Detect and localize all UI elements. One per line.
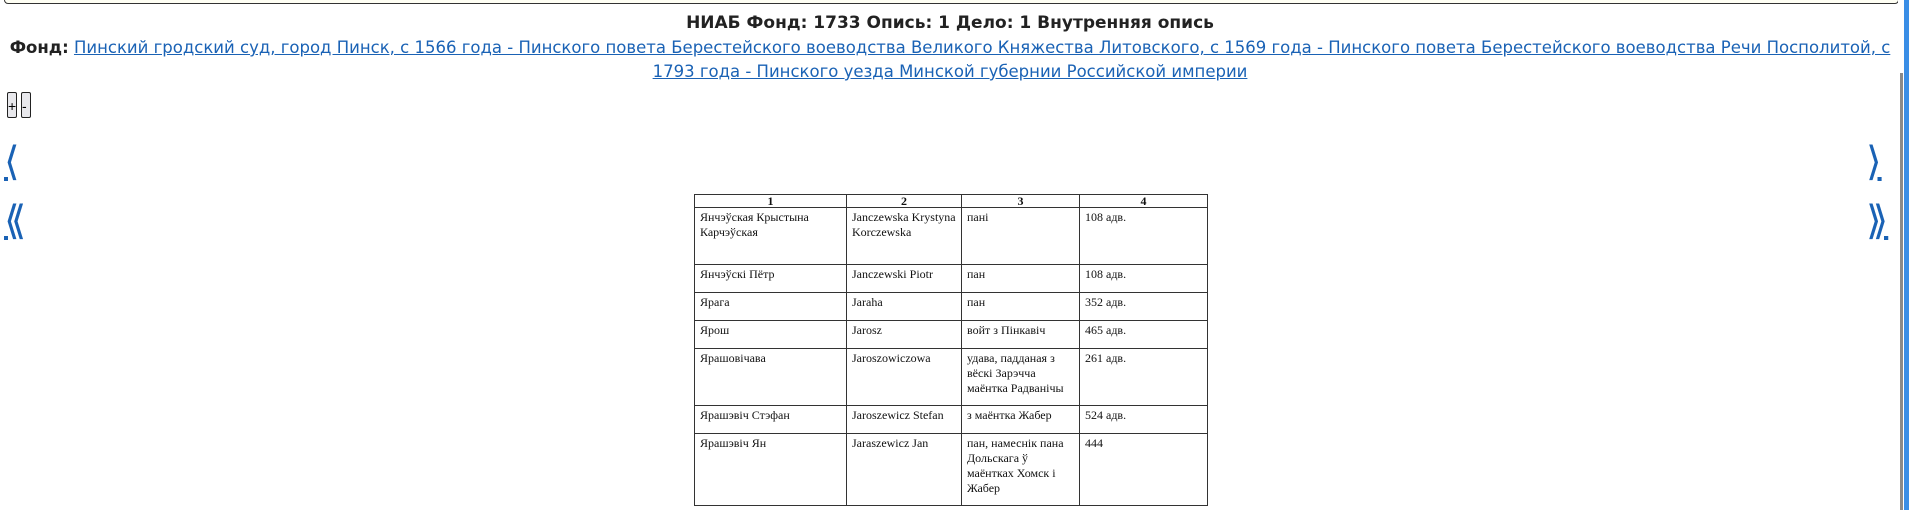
cell: Ярашэвіч Ян [695,434,847,506]
cell: пан [962,265,1080,293]
table-header-row [695,195,1208,208]
cell: Jaroszowiczowa [847,349,962,406]
inventory-table [694,194,1208,506]
cell: Jaraszewicz Jan [847,434,962,506]
column-header: 1 [695,195,847,208]
zoom-controls [7,92,31,118]
first-page-icon[interactable]: ⟪ [4,198,27,244]
cell: Янчэўская Крыстына Карчэўская [695,208,847,265]
prev-page-icon[interactable]: ⟨ [4,139,20,185]
last-page-icon[interactable]: ⟫ [1866,198,1889,244]
cell: Ярош [695,321,847,349]
table-row [695,434,1208,506]
cell: Jaroszewicz Stefan [847,406,962,434]
cell: Ярага [695,293,847,321]
table-row [695,349,1208,406]
fond-line [8,36,1892,84]
table-row [695,321,1208,349]
document-scan [694,194,1207,506]
zoom-out-button[interactable]: - [21,92,31,118]
cell: пані [962,208,1080,265]
cell: 261 адв. [1080,349,1208,406]
column-header: 4 [1080,195,1208,208]
table-row [695,208,1208,265]
cell: 352 адв. [1080,293,1208,321]
cell: 444 [1080,434,1208,506]
cell: Janczewski Piotr [847,265,962,293]
cell: пан, намеснік пана Дольскага ў маёнтках Хомск і Жабер [962,434,1080,506]
cell: удава, падданая з вёскі Зарэчча маёнтка Радванічы [962,349,1080,406]
table-row [695,293,1208,321]
cell: 108 адв. [1080,208,1208,265]
cell: Jarosz [847,321,962,349]
cell: пан [962,293,1080,321]
table-row [695,265,1208,293]
fond-label: Фонд: [9,38,69,57]
column-header: 2 [847,195,962,208]
fond-link[interactable]: Пинский гродский суд, город Пинск, с 1566 года - Пинского повета Берестейского воеводства Великого Княжества Литовского, с 1569 года - Пинского повета Берестейского воеводства Речи Посполитой, с 1793 года - Пинского уезда Минской губернии Российской империи [73,38,1891,81]
scrollbar-thumb[interactable] [1900,73,1903,510]
cell: Janczewska Krystyna Korczewska [847,208,962,265]
cell: Ярашовічава [695,349,847,406]
zoom-in-button[interactable]: + [7,92,17,118]
page-title: НИАБ Фонд: 1733 Опись: 1 Дело: 1 Внутренняя опись [686,13,1214,33]
cell: Ярашэвіч Стэфан [695,406,847,434]
cell: 465 адв. [1080,321,1208,349]
cell: 108 адв. [1080,265,1208,293]
cell: Jaraha [847,293,962,321]
next-page-icon[interactable]: ⟩ [1866,139,1882,185]
table-row [695,406,1208,434]
cell: з маёнтка Жабер [962,406,1080,434]
cell: Янчэўскі Пётр [695,265,847,293]
cell: войт з Пінкавіч [962,321,1080,349]
column-header: 3 [962,195,1080,208]
window-edge [1904,0,1909,510]
top-panel [4,0,1899,4]
cell: 524 адв. [1080,406,1208,434]
